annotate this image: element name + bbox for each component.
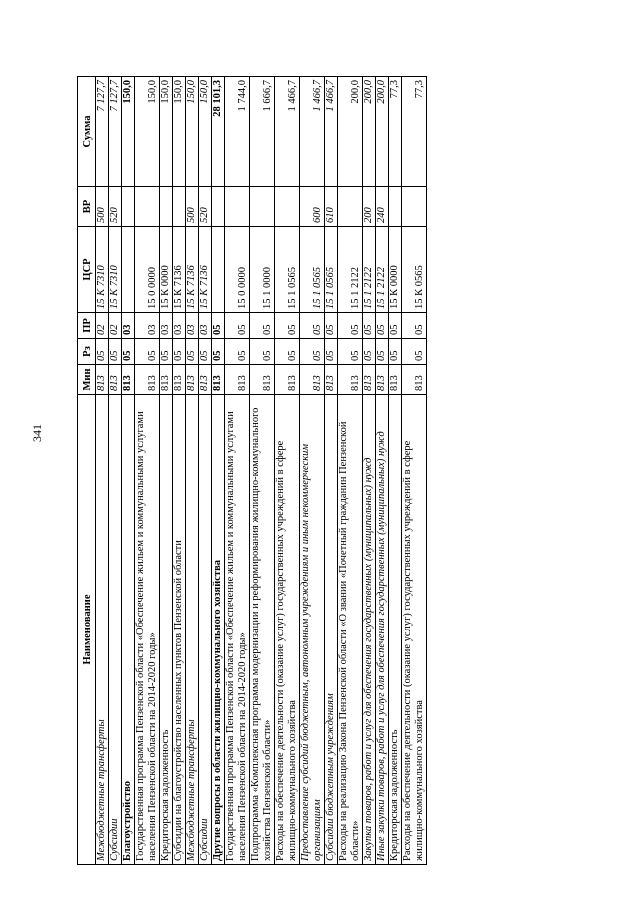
cell-min: 813 [96,365,109,395]
cell-min: 813 [160,365,173,395]
cell-rz: 05 [325,339,338,365]
cell-pr: 03 [122,313,135,339]
cell-csr: 15 К 7310 [96,227,109,313]
table-row [338,77,363,865]
cell-csr: 15 К 7136 [186,227,199,313]
cell-rz: 05 [225,339,250,365]
header-rz: Рз [78,339,96,365]
table-header-row [78,77,96,865]
header-pr: ПР [78,313,96,339]
cell-sum: 200,0 [376,77,389,187]
cell-min: 813 [376,365,389,395]
cell-vr [135,187,160,227]
cell-sum: 200,0 [363,77,376,187]
cell-vr [173,187,186,227]
table-row [160,77,173,865]
cell-name: Благоустройство [122,395,135,865]
table-row [199,77,212,865]
cell-csr: 15 1 2122 [376,227,389,313]
cell-csr: 15 К 7136 [199,227,212,313]
cell-pr: 05 [402,313,427,339]
cell-pr: 02 [96,313,109,339]
cell-pr: 03 [135,313,160,339]
cell-name: Субсидии [109,395,122,865]
cell-rz: 05 [212,339,225,365]
cell-min: 813 [389,365,402,395]
cell-csr: 15 1 2122 [363,227,376,313]
cell-csr: 15 1 0565 [325,227,338,313]
cell-sum: 1 466,7 [275,77,300,187]
cell-pr: 05 [212,313,225,339]
cell-pr: 05 [225,313,250,339]
cell-vr: 500 [96,187,109,227]
cell-name: Кредиторская задолженность [160,395,173,865]
page-number: 341 [30,424,44,442]
cell-min: 813 [212,365,225,395]
cell-vr: 500 [186,187,199,227]
cell-vr: 610 [325,187,338,227]
header-vr: ВР [78,187,96,227]
cell-sum: 7 127,7 [109,77,122,187]
cell-min: 813 [109,365,122,395]
cell-pr: 03 [186,313,199,339]
cell-name: Государственная программа Пензенской области «Обеспечение жильем и коммунальными услугами населения Пензенской области на 2014-2020 годы» [225,395,250,865]
cell-pr: 03 [160,313,173,339]
cell-vr [122,187,135,227]
cell-sum: 150,0 [160,77,173,187]
cell-name: Межбюджетные трансферты [186,395,199,865]
table-row [250,77,275,865]
table-row [135,77,160,865]
cell-csr: 15 К 7310 [109,227,122,313]
header-sum: Сумма [78,77,96,187]
cell-vr [250,187,275,227]
cell-pr: 02 [109,313,122,339]
header-name: Наименование [78,395,96,865]
cell-sum: 77,3 [402,77,427,187]
cell-min: 813 [225,365,250,395]
cell-vr: 240 [376,187,389,227]
cell-name: Расходы на обеспечение деятельности (оказание услуг) государственных учреждений в сфере жилищно-коммунального хозяйства [402,395,427,865]
cell-rz: 05 [186,339,199,365]
cell-name: Межбюджетные трансферты [96,395,109,865]
cell-csr: 15 1 0000 [250,227,275,313]
cell-name: Закупка товаров, работ и услуг для обеспечения государственных (муниципальных) нужд [363,395,376,865]
cell-min: 813 [275,365,300,395]
cell-rz: 05 [135,339,160,365]
cell-min: 813 [338,365,363,395]
cell-rz: 05 [96,339,109,365]
cell-name: Другие вопросы в области жилищно-коммунального хозяйства [212,395,225,865]
cell-sum: 28 101,3 [212,77,225,187]
cell-name: Расходы на реализацию Закона Пензенской области «О звании «Почетный гражданин Пензенской области» [338,395,363,865]
header-min: Мин [78,365,96,395]
cell-sum: 150,0 [173,77,186,187]
cell-sum: 7 127,7 [96,77,109,187]
cell-name: Подпрограмма «Комплексная программа модернизации и реформирования жилищно-коммунального хозяйства Пензенской области» [250,395,275,865]
cell-vr: 520 [199,187,212,227]
table-row [376,77,389,865]
cell-min: 813 [250,365,275,395]
cell-min: 813 [402,365,427,395]
cell-name: Кредиторская задолженность [389,395,402,865]
cell-min: 813 [363,365,376,395]
cell-vr: 200 [363,187,376,227]
cell-vr [275,187,300,227]
cell-sum: 1 466,7 [325,77,338,187]
cell-csr: 15 1 2122 [338,227,363,313]
cell-vr [160,187,173,227]
cell-min: 813 [300,365,325,395]
table-row [363,77,376,865]
table-row [389,77,402,865]
cell-sum: 150,0 [199,77,212,187]
cell-csr [212,227,225,313]
cell-csr: 15 0 0000 [135,227,160,313]
cell-pr: 05 [376,313,389,339]
cell-vr [212,187,225,227]
cell-csr: 15 К 0000 [160,227,173,313]
table-row [186,77,199,865]
cell-min: 813 [122,365,135,395]
cell-pr: 05 [389,313,402,339]
header-csr: ЦСР [78,227,96,313]
budget-table [77,76,427,865]
cell-name: Субсидии на благоустройство населенных пунктов Пензенской области [173,395,186,865]
cell-name: Иные закупки товаров, работ и услуг для обеспечения государственных (муниципальных) нужд [376,395,389,865]
table-row [122,77,135,865]
cell-csr: 15 К 7136 [173,227,186,313]
budget-table-container [77,77,562,865]
cell-min: 813 [186,365,199,395]
cell-sum: 200,0 [338,77,363,187]
cell-rz: 05 [376,339,389,365]
cell-rz: 05 [338,339,363,365]
cell-rz: 05 [275,339,300,365]
cell-csr: 15 1 0565 [300,227,325,313]
cell-pr: 05 [300,313,325,339]
cell-vr [402,187,427,227]
table-row [109,77,122,865]
table-row [96,77,109,865]
table-row [402,77,427,865]
cell-vr [225,187,250,227]
cell-csr: 15 1 0565 [275,227,300,313]
cell-pr: 05 [363,313,376,339]
cell-vr [338,187,363,227]
cell-pr: 05 [325,313,338,339]
table-row [212,77,225,865]
cell-name: Предоставление субсидий бюджетным, автономным учреждениям и иным некоммерческим организациям [300,395,325,865]
cell-csr [122,227,135,313]
cell-sum: 150,0 [186,77,199,187]
cell-min: 813 [199,365,212,395]
cell-csr: 15 К 0000 [389,227,402,313]
cell-csr: 15 К 0565 [402,227,427,313]
cell-pr: 03 [199,313,212,339]
cell-sum: 1 744,0 [225,77,250,187]
cell-name: Государственная программа Пензенской области «Обеспечение жильем и коммунальными услугами населения Пензенской области на 2014-2020 годы» [135,395,160,865]
cell-csr: 15 0 0000 [225,227,250,313]
cell-name: Расходы на обеспечение деятельности (оказание услуг) государственных учреждений в сфере жилищно-коммунального хозяйства [275,395,300,865]
cell-pr: 05 [250,313,275,339]
cell-rz: 05 [160,339,173,365]
cell-rz: 05 [250,339,275,365]
cell-sum: 77,3 [389,77,402,187]
cell-pr: 05 [275,313,300,339]
cell-rz: 05 [389,339,402,365]
cell-vr [389,187,402,227]
cell-min: 813 [173,365,186,395]
table-row [325,77,338,865]
table-row [225,77,250,865]
cell-name: Субсидии [199,395,212,865]
cell-pr: 03 [173,313,186,339]
cell-rz: 05 [402,339,427,365]
table-row [300,77,325,865]
cell-rz: 05 [109,339,122,365]
cell-sum: 1 466,7 [300,77,325,187]
cell-rz: 05 [173,339,186,365]
cell-sum: 150,0 [135,77,160,187]
cell-min: 813 [325,365,338,395]
cell-vr: 600 [300,187,325,227]
cell-rz: 05 [199,339,212,365]
cell-pr: 05 [338,313,363,339]
table-body [96,77,427,865]
cell-name: Субсидии бюджетным учреждениям [325,395,338,865]
cell-rz: 05 [300,339,325,365]
cell-vr: 520 [109,187,122,227]
cell-min: 813 [135,365,160,395]
table-row [173,77,186,865]
cell-rz: 05 [122,339,135,365]
cell-sum: 150,0 [122,77,135,187]
table-row [275,77,300,865]
cell-rz: 05 [363,339,376,365]
cell-sum: 1 666,7 [250,77,275,187]
